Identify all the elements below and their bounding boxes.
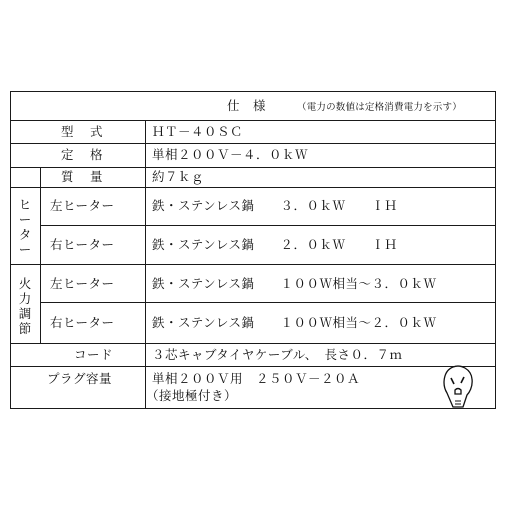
- row-divider: [10, 264, 496, 265]
- table-border-left: [10, 91, 11, 409]
- table-border-top: [10, 91, 496, 92]
- plug-label: プラグ容量: [47, 371, 113, 386]
- column-divider: [145, 120, 146, 408]
- rating-label: 定 格: [61, 147, 105, 162]
- plug-value: 単相２００Ｖ用 ２５０Ｖ－２０Ａ: [152, 371, 361, 386]
- heater-group-label: ヒーター: [18, 197, 32, 257]
- power-right-value: 鉄・ステンレス鍋 １００Ｗ相当～２．０ｋＷ: [152, 315, 437, 330]
- spec-title: 仕 様: [227, 98, 267, 113]
- grounded-plug-icon: [441, 363, 475, 409]
- spec-note: （電力の数値は定格消費電力を示す）: [297, 102, 462, 113]
- row-divider: [40, 302, 496, 303]
- power-left-value: 鉄・ステンレス鍋 １００Ｗ相当～３．０ｋＷ: [152, 276, 437, 291]
- table-border-right: [495, 91, 496, 409]
- heater-right-label: 右ヒーター: [50, 237, 115, 252]
- row-divider: [10, 343, 496, 344]
- row-divider: [10, 167, 496, 168]
- row-divider: [10, 366, 496, 367]
- row-divider: [10, 187, 496, 188]
- mass-label: 質 量: [61, 169, 105, 184]
- model-label: 型 式: [61, 124, 105, 139]
- cord-value: ３芯キャブタイヤケーブル、 長さ０．７ｍ: [152, 347, 403, 362]
- heater-right-value: 鉄・ステンレス鍋 ２．０ｋＷ ＩＨ: [152, 237, 398, 252]
- row-divider: [10, 143, 496, 144]
- row-divider: [10, 120, 496, 121]
- cord-label: コード: [74, 347, 114, 362]
- table-border-bottom: [10, 408, 496, 409]
- rating-value: 単相２００Ｖ－４．０ｋＷ: [152, 147, 309, 162]
- model-value: ＨＴ－４０ＳＣ: [152, 124, 244, 139]
- group-divider: [40, 167, 41, 343]
- heater-left-label: 左ヒーター: [50, 198, 115, 213]
- plug-value-note: （接地極付き）: [146, 388, 238, 403]
- power-left-label: 左ヒーター: [50, 276, 115, 291]
- power-right-label: 右ヒーター: [50, 315, 115, 330]
- heater-left-value: 鉄・ステンレス鍋 ３．０ｋＷ ＩＨ: [152, 198, 398, 213]
- row-divider: [40, 225, 496, 226]
- mass-value: 約７ｋｇ: [152, 169, 205, 184]
- power-group-label: 火力調節: [18, 276, 32, 336]
